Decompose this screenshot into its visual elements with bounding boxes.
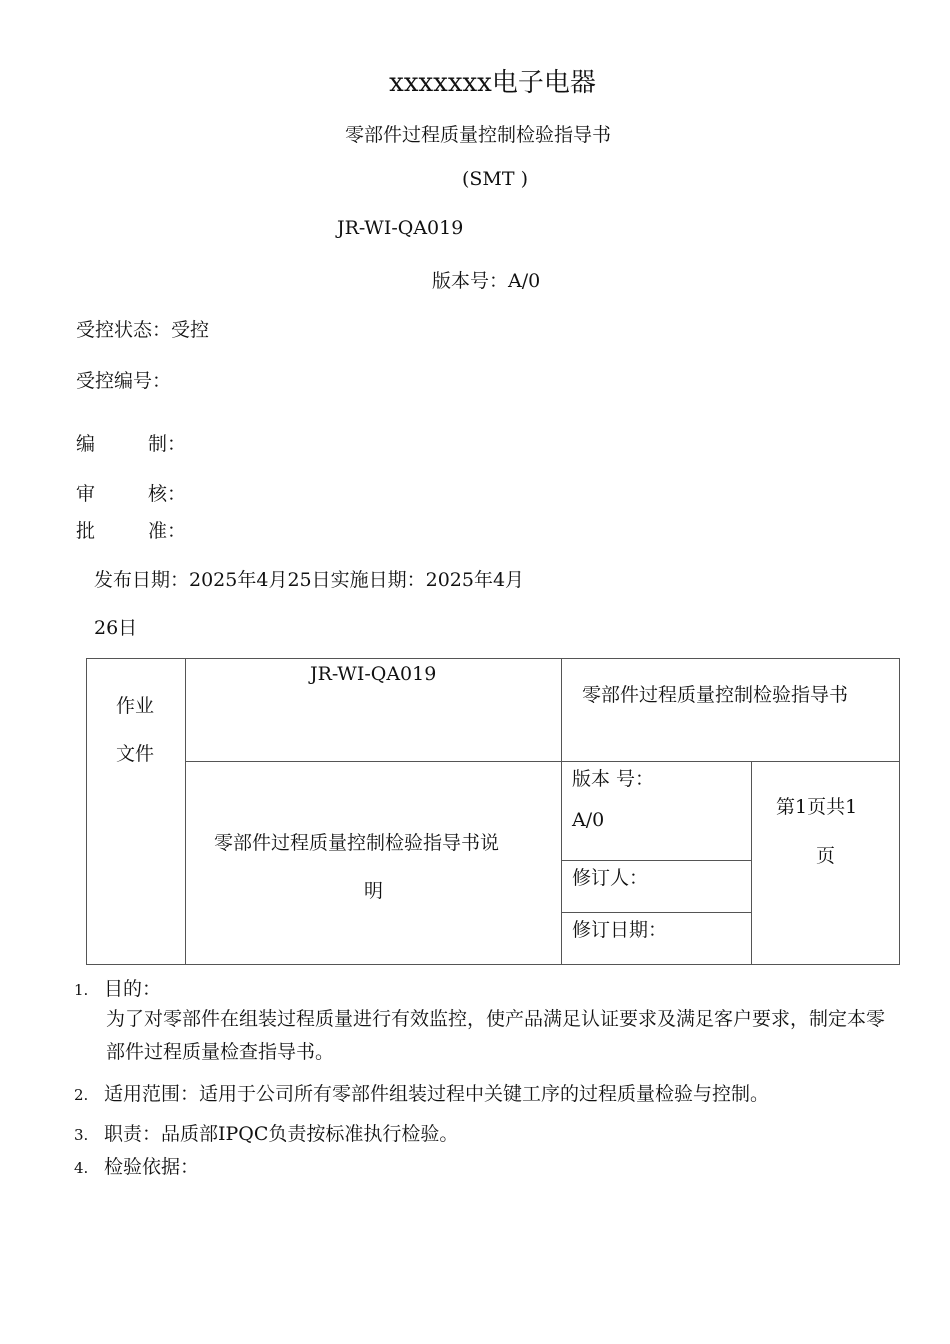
table-version-label: 版本 号： (572, 768, 655, 790)
approved-label-a: 批 (76, 520, 96, 542)
doc-title-cell (562, 659, 900, 762)
table-page-count-a: 第1页共1 (776, 796, 858, 818)
page-count-cell (752, 762, 900, 965)
section-1 (74, 974, 161, 1001)
prepared-label-a: 编 (76, 433, 96, 455)
table-page-count-b: 页 (816, 845, 836, 867)
section-3-title: 职责：品质部IPQC负责按标准执行检验。 (104, 1123, 459, 1145)
purpose-paragraph: 为了对零部件在组装过程质量进行有效监控，使产品满足认证要求及满足客户要求，制定本零部件过程质量检查指导书。 (106, 1008, 886, 1063)
table-doc-code: JR-WI-QA019 (310, 663, 437, 685)
doc-code-cell (186, 659, 562, 762)
section-4-title: 检验依据： (104, 1156, 200, 1178)
revise-date-cell (562, 913, 752, 965)
company-name: xxxxxxx电子电器 (389, 68, 596, 98)
table-doc-title: 零部件过程质量控制检验指导书 (582, 684, 849, 706)
doc-type-label-b: 文件 (116, 743, 155, 765)
section-1-title: 目的： (104, 978, 162, 1000)
doc-version: 版本号：A/0 (432, 270, 541, 292)
table-doc-desc-a: 零部件过程质量控制检验指导书说 (214, 832, 500, 854)
table-doc-desc-b: 明 (364, 880, 384, 902)
section-4 (74, 1152, 199, 1179)
section-4-number: 4. (74, 1159, 89, 1177)
approved-label-b: 准： (148, 520, 187, 542)
release-dates-cont: 26日 (94, 617, 138, 639)
doc-title: 零部件过程质量控制检验指导书 (345, 124, 612, 146)
table-revise-date: 修订日期： (572, 919, 668, 941)
prepared-label-b: 制： (148, 433, 187, 455)
section-2-number: 2. (74, 1086, 89, 1104)
section-1-number: 1. (74, 981, 89, 999)
doc-code: JR-WI-QA019 (337, 217, 464, 239)
reviser-cell (562, 861, 752, 913)
reviewed-label-b: 核： (148, 483, 187, 505)
control-number: 受控编号： (76, 370, 172, 392)
version-cell (562, 762, 752, 861)
table-version-value: A/0 (572, 809, 605, 831)
doc-desc-cell (186, 762, 562, 965)
release-dates: 发布日期：2025年4月25日实施日期：2025年4月 (94, 569, 525, 591)
doc-type-cell (87, 659, 186, 965)
section-2 (74, 1079, 769, 1106)
table-reviser: 修订人： (572, 867, 649, 889)
section-3 (74, 1119, 458, 1146)
control-status: 受控状态：受控 (76, 319, 210, 341)
section-2-title: 适用范围：适用于公司所有零部件组装过程中关键工序的过程质量检验与控制。 (104, 1083, 770, 1105)
doc-category: (SMT ) (462, 168, 529, 190)
section-3-number: 3. (74, 1126, 89, 1144)
doc-info-table (86, 658, 900, 965)
reviewed-label-a: 审 (76, 483, 96, 505)
doc-type-label-a: 作业 (116, 695, 155, 717)
